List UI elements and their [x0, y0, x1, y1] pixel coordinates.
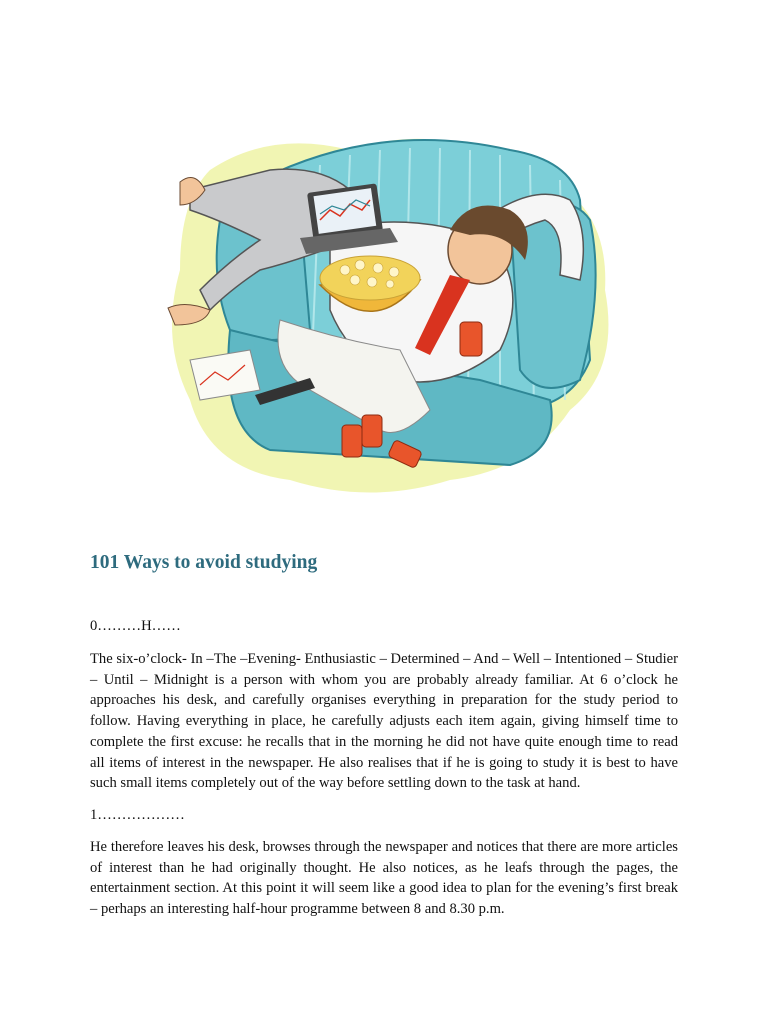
section-marker-0: 0………H…… — [90, 618, 181, 634]
section-marker-1: 1……………… — [90, 807, 185, 823]
section-paragraph-1: He therefore leaves his desk, browses through the newspaper and notices that there are more articles of interest than he had originally thought. He also notices, as he leafs through the pages, the entertainment section. At this point it will seem like a good idea to plan for the evening’s first break – perhaps an interesting half-hour programme between 8 and 8.30 p.m. — [90, 839, 678, 918]
section-paragraph-0: The six-o’clock- In –The –Evening- Enthusiastic – Determined – And – Well – Intentioned – Studier – Until – Midnight is a person with whom you are probably already familiar. At 6 o’clock he approaches his desk, and carefully organises everything in preparation for the study period to follow. Having everything in place, he carefully adjusts each item again, giving himself time to complete the first excuse: he recalls that in the morning he did not have quite enough time to read all items of interest in the newspaper. He also realises that if he is going to study it is best to have such small items completely out of the way before settling down to the task at hand. — [90, 651, 678, 792]
page-title: 101 Ways to avoid studying — [90, 552, 318, 573]
student-on-sofa-illustration — [150, 110, 620, 505]
